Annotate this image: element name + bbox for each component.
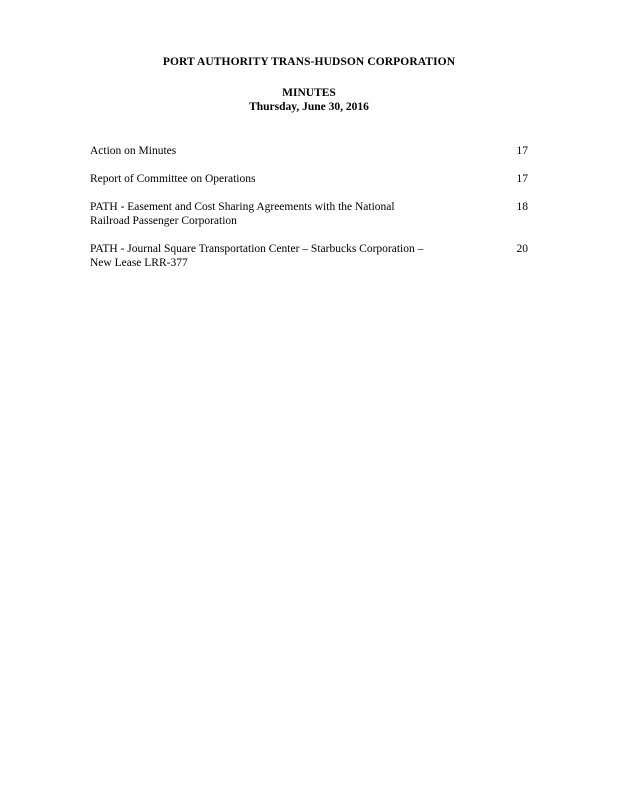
toc-item-page-number: 17 (516, 173, 528, 185)
toc-item-action-on-minutes (90, 144, 528, 158)
organization-heading: PORT AUTHORITY TRANS-HUDSON CORPORATION (162, 56, 456, 68)
toc-item-title (90, 144, 450, 158)
toc-item-title-line: Railroad Passenger Corporation (90, 215, 237, 227)
toc-item-page-number: 20 (516, 243, 528, 255)
toc-item-committee-report (90, 172, 528, 186)
toc-item-title (90, 172, 450, 186)
document-title: MINUTES (282, 87, 336, 99)
toc-item-title-line: PATH - Easement and Cost Sharing Agreements with the National (90, 201, 395, 213)
toc-item-title-line: New Lease LRR-377 (90, 257, 188, 269)
toc-item-title-line: PATH - Journal Square Transportation Center – Starbucks Corporation – (90, 243, 424, 255)
toc-item-title-line: Action on Minutes (90, 145, 177, 157)
toc-item-title (90, 200, 450, 228)
toc-item-easement-agreements (90, 200, 528, 228)
meeting-date: Thursday, June 30, 2016 (249, 101, 369, 113)
toc-item-page-number: 17 (516, 145, 528, 157)
toc-item-starbucks-lease (90, 242, 528, 270)
toc-item-title-line: Report of Committee on Operations (90, 173, 256, 185)
toc-item-title (90, 242, 450, 270)
table-of-contents (90, 144, 528, 284)
toc-item-page-number: 18 (516, 201, 528, 213)
